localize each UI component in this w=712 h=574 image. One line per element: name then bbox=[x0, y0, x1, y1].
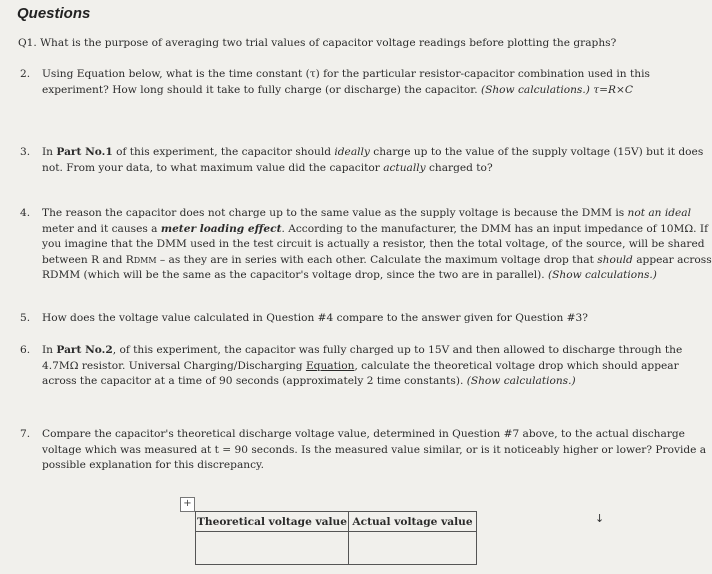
question-2-line-1: Using Equation below, what is the time constant (τ) for the particular resistor-capacitor combination used in this bbox=[42, 68, 650, 80]
question-2-line-2 bbox=[42, 83, 650, 99]
text: across the capacitor at a time of 90 seconds (approximately 2 time constants). bbox=[42, 375, 464, 387]
equation-link[interactable]: Equation bbox=[305, 359, 355, 372]
question-2-formula: (Show calculations.) τ=R×C bbox=[480, 83, 633, 96]
text: – as they are in series with each other. Calculate the maximum voltage drop that bbox=[156, 253, 594, 266]
text: appear across bbox=[636, 253, 712, 266]
question-5-number: 5. bbox=[20, 312, 31, 324]
text: charge up to the value of the supply voltage (15V) but it does bbox=[373, 146, 704, 158]
question-1-text: What is the purpose of averaging two trial values of capacitor voltage readings before plotting the graphs? bbox=[40, 37, 617, 49]
question-3-number: 3. bbox=[20, 146, 31, 158]
emphasis: ideally bbox=[334, 146, 370, 158]
question-4-line-2 bbox=[42, 222, 712, 238]
question-1-number: Q1. bbox=[18, 37, 37, 49]
text: meter and it causes a bbox=[42, 222, 158, 235]
question-6-line-3 bbox=[42, 374, 682, 390]
text: , of this experiment, the capacitor was fully charged up to 15V and then allowed to discharge through the bbox=[112, 344, 683, 356]
question-6-number: 6. bbox=[20, 344, 31, 356]
emphasis: should bbox=[597, 253, 633, 266]
theoretical-value-cell[interactable] bbox=[196, 532, 349, 565]
question-7-line-3: possible explanation for this discrepancy. bbox=[42, 459, 264, 471]
emphasis: not an ideal bbox=[627, 207, 692, 219]
text: not. From your data, to what maximum value did the capacitor bbox=[42, 161, 380, 174]
question-7-line-2: voltage which was measured at t = 90 seconds. Is the measured value similar, or is it noticeably higher or lower? Provide a bbox=[42, 443, 707, 456]
text: between R and R bbox=[42, 253, 134, 266]
table-header-row bbox=[196, 512, 477, 532]
emphasis: (Show calculations.) bbox=[466, 375, 576, 387]
text: 4.7MΩ resistor. Universal Charging/Discharging bbox=[42, 359, 303, 372]
emphasis: meter loading effect bbox=[160, 222, 282, 235]
question-4-line-5 bbox=[42, 268, 712, 284]
question-3-line-1 bbox=[42, 145, 703, 161]
text: of this experiment, the capacitor should bbox=[116, 146, 332, 158]
text: charged to? bbox=[428, 161, 493, 174]
arrow-down-icon: ↓ bbox=[595, 512, 605, 525]
question-4-line-4 bbox=[42, 253, 712, 269]
actual-value-cell[interactable] bbox=[349, 532, 477, 565]
emphasis: (Show calculations.) bbox=[548, 269, 657, 281]
answer-table bbox=[195, 511, 477, 565]
question-6-line-1 bbox=[42, 343, 682, 359]
page-title: Questions bbox=[17, 5, 91, 22]
text: . According to the manufacturer, the DMM has an input impedance of 10MΩ. If bbox=[281, 222, 709, 235]
subscript: DMM bbox=[133, 255, 157, 265]
text: , calculate the theoretical voltage drop which should appear bbox=[354, 359, 679, 372]
question-3-line-2 bbox=[42, 161, 703, 177]
table-row bbox=[196, 532, 477, 565]
question-4-line-1 bbox=[42, 206, 712, 222]
question-4-number: 4. bbox=[20, 207, 31, 219]
table-header-theoretical: Theoretical voltage value bbox=[196, 512, 349, 532]
question-2-text: experiment? How long should it take to fully charge (or discharge) the capacitor. bbox=[42, 83, 478, 96]
part-label: Part No.1 bbox=[56, 146, 113, 158]
question-4-line-3: you imagine that the DMM used in the test circuit is actually a resistor, then the total voltage, of the source, will be shared bbox=[42, 238, 705, 250]
question-5-text: How does the voltage value calculated in Question #4 compare to the answer given for Question #3? bbox=[42, 312, 588, 324]
table-move-handle-icon[interactable]: + bbox=[180, 497, 195, 512]
question-7-number: 7. bbox=[20, 428, 31, 440]
emphasis: actually bbox=[383, 161, 426, 174]
question-7-line-1: Compare the capacitor's theoretical discharge voltage value, determined in Question #7 above, to the actual discharge bbox=[42, 428, 685, 440]
part-label: Part No.2 bbox=[56, 344, 113, 356]
table-header-actual: Actual voltage value bbox=[349, 512, 477, 532]
question-6-line-2 bbox=[42, 359, 682, 375]
text: In bbox=[42, 146, 54, 158]
question-2-number: 2. bbox=[20, 68, 31, 80]
text: The reason the capacitor does not charge up to the same value as the supply voltage is because the DMM is bbox=[42, 207, 625, 219]
text: RDMM (which will be the same as the capacitor's voltage drop, since the two are in parallel). bbox=[42, 269, 545, 281]
text: In bbox=[42, 344, 54, 356]
